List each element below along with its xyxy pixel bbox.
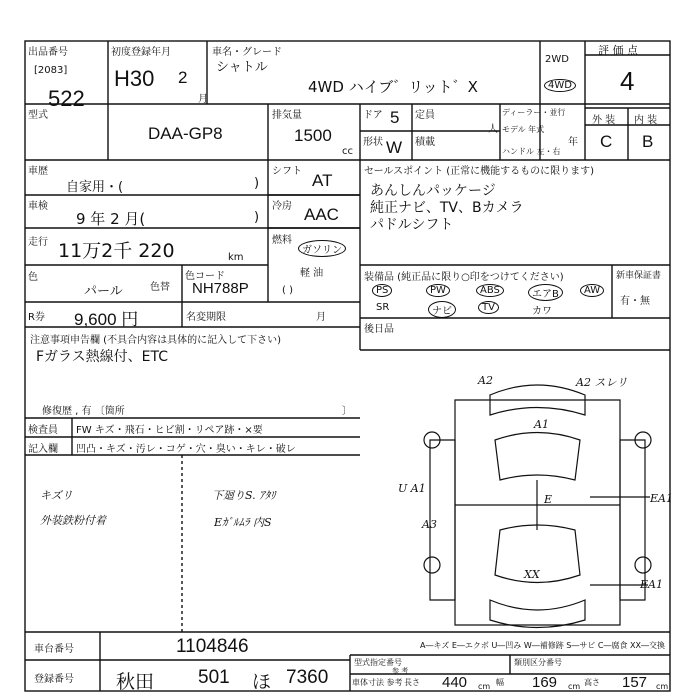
inspector-label-1: 検査員 [28, 425, 58, 436]
lot-number: 522 [48, 86, 85, 111]
size-label: 車体寸法 参考 [352, 678, 403, 687]
width-label: 幅 [496, 678, 504, 687]
drive-2wd: 2WD [545, 54, 569, 65]
era-year: H30 [114, 66, 155, 91]
first-reg-label: 初度登録年月 [111, 47, 171, 58]
later-items-label: 後日品 [364, 324, 394, 335]
model-label: 型式 [28, 110, 48, 121]
mark-a1-top: A1 [534, 418, 549, 431]
reg-kana: ほ [252, 671, 272, 693]
mark-a2-right: A2 スレリ [576, 376, 628, 389]
sales-line-2: 純正ナビ、TV、Bカメラ [370, 200, 524, 216]
fuel-diesel: 軽 油 [300, 268, 324, 279]
inspector-note-1: キズリ [40, 489, 73, 502]
km-unit: km [228, 252, 244, 263]
int-label: 内 装 [634, 115, 658, 126]
inspection-value: 9 年 2 月( [76, 210, 146, 228]
declaration-text: Fガラス熱線付、ETC [36, 349, 168, 365]
lot-label: 出品番号 [28, 47, 68, 58]
ac-value: AAC [304, 205, 339, 224]
mark-ea1-right: EA1 [650, 492, 673, 505]
doors-value: 5 [390, 108, 400, 127]
history-label: 車歴 [28, 166, 48, 177]
reg-label: 登録番号 [34, 674, 74, 685]
mark-ea1-rear: EA1 [640, 578, 663, 591]
reg-month: 2 [178, 68, 188, 87]
ac-label: 冷房 [272, 201, 292, 212]
score-label: 評 価 点 [598, 44, 638, 57]
width-value: 169 [532, 674, 558, 691]
inspector-label-2: 記入欄 [28, 444, 58, 455]
drive-4wd: 4WD [544, 79, 576, 92]
inspection-label: 車検 [28, 201, 48, 212]
rticket-label: R券 [28, 312, 45, 323]
equip-sr: SR [376, 302, 390, 313]
cc-unit: cc [342, 146, 353, 157]
model-value: DAA-GP8 [148, 124, 223, 143]
dealer-label: ディーラー・並行 [502, 108, 566, 117]
equip-airbag: エアB [528, 284, 563, 301]
reg-number: 7360 [286, 667, 329, 688]
color-no-label: 色替 [150, 282, 170, 293]
doors-label: ドア [363, 110, 383, 121]
repair-history-label: 修復歴 , 有 〔箇所 [42, 406, 125, 417]
equip-aw: AW [580, 284, 604, 297]
warranty-label: 新車保証書 [616, 271, 662, 281]
car-name: シャトル [216, 60, 268, 75]
person-unit: 人 [488, 124, 498, 135]
capacity-label: 定員 [415, 110, 435, 121]
fuel-gas: ガソリン [298, 240, 346, 257]
fuel-paren: ( ) [282, 285, 293, 296]
model-no-ref: 参 考 [392, 667, 409, 675]
name-change-label: 名変期限 [186, 312, 226, 323]
declaration-title: 注意事項申告欄 (不具合内容は具体的に記入して下さい) [30, 335, 281, 346]
repair-history-close: 〕 [342, 406, 352, 417]
int-grade: B [642, 132, 654, 151]
fuel-label: 燃料 [272, 235, 292, 246]
inspector-note-2: 外装鉄粉付着 [40, 514, 106, 527]
name-grade-label: 車名・グレード [212, 47, 282, 58]
length-unit: cm [478, 682, 491, 691]
displacement-value: 1500 [294, 126, 332, 145]
shift-label: シフト [272, 166, 302, 177]
handle-label: ハンドル 左・右 [502, 147, 561, 156]
rticket-value: 9,600 円 [74, 310, 139, 329]
shape-label: 形状 [363, 137, 383, 148]
sales-line-1: あんしんパッケージ [370, 183, 496, 199]
mark-a3: A3 [422, 518, 437, 531]
color-code: NH788P [192, 280, 249, 297]
ext-grade: C [600, 132, 613, 151]
height-value: 157 [622, 674, 648, 691]
sales-title: セールスポイント (正常に機能するものに限ります) [364, 166, 595, 177]
mark-xx: XX [524, 568, 540, 581]
equipment-title: 装備品 (純正品に限り○印をつけてください) [364, 272, 564, 283]
length-value: 440 [442, 674, 468, 691]
lot-code: [2083] [34, 65, 68, 76]
inspector-row-2: 凹凸・キズ・汚レ・コゲ・穴・臭い・キレ・破レ [76, 444, 296, 455]
equip-tv: TV [478, 301, 499, 314]
inspector-note-3: 下廻りS. ｱﾀﾘ [212, 489, 276, 502]
sales-line-3: パドルシフト [370, 217, 454, 233]
equip-navi: ナビ [428, 301, 456, 318]
category-label: 類別区分番号 [514, 658, 562, 667]
inspector-row-1: FW キズ・飛石・ヒビ割・リペア跡・×要 [76, 425, 263, 436]
color-label: 色 [28, 272, 38, 283]
history-value: 自家用・( [66, 180, 124, 195]
mileage-value: 11万2千 220 [58, 240, 175, 262]
displacement-label: 排気量 [272, 110, 302, 121]
chassis-number: 1104846 [176, 636, 249, 657]
height-unit: cm [656, 682, 669, 691]
color-code-label: 色コード [185, 271, 225, 282]
equip-abs: ABS [476, 284, 504, 297]
reg-area: 秋田 [116, 671, 155, 693]
mileage-label: 走行 [28, 237, 48, 248]
model-year-label: モデル 年式 [502, 125, 545, 134]
score-value: 4 [620, 66, 635, 96]
mark-e: E [544, 493, 553, 506]
history-close: ) [254, 176, 260, 191]
color-value: パール [84, 284, 123, 299]
mark-a2-left: A2 [478, 374, 493, 387]
mark-ua1: U A1 [398, 482, 426, 495]
height-label: 高さ [584, 678, 600, 687]
name-change-month: 月 [316, 312, 326, 323]
equip-pw: PW [426, 284, 450, 297]
year-unit: 年 [568, 137, 578, 148]
car-grade: 4WD ハイブ゛リット゛X [308, 78, 478, 96]
month-unit: 月 [198, 94, 208, 105]
ext-label: 外 装 [592, 115, 616, 126]
equip-leather: カワ [532, 306, 552, 317]
shift-value: AT [312, 171, 333, 190]
load-label: 積載 [415, 137, 435, 148]
width-unit: cm [568, 682, 581, 691]
inspector-note-4: Eｶﾞﾙﾑﾗ 内S [214, 516, 272, 529]
length-label: 長さ [404, 678, 420, 687]
equip-ps: PS [372, 284, 392, 297]
reg-class: 501 [198, 667, 230, 688]
shape-value: W [386, 138, 403, 157]
warranty-value: 有・無 [620, 296, 650, 307]
inspection-close: ) [254, 210, 260, 225]
model-no-label: 型式指定番号 [354, 658, 402, 667]
chassis-label: 車台番号 [34, 644, 74, 655]
diagram-legend: A―キズ E―エクボ U―凹み W―補修跡 S―サビ C―腐食 XX―交換 [420, 641, 666, 650]
